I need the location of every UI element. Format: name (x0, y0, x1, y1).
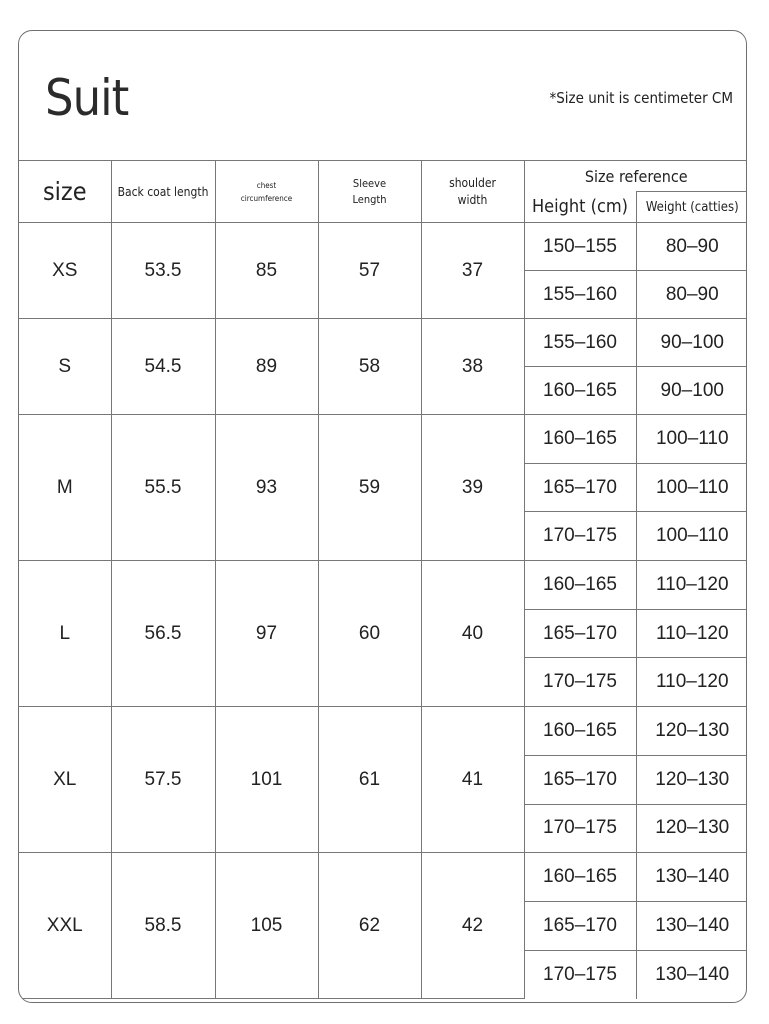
cell-weight-range: 100–110 (636, 463, 747, 512)
cell-weight-range: 110–120 (636, 561, 747, 610)
header-weight: Weight (catties) (636, 192, 747, 223)
cell-height-range: 160–165 (524, 853, 636, 902)
cell-chest: 97 (215, 561, 318, 707)
page-title: Suit (45, 69, 129, 127)
cell-chest: 85 (215, 223, 318, 319)
cell-height-range: 160–165 (524, 561, 636, 610)
header-sleeve-length (318, 161, 421, 223)
cell-shoulder: 40 (421, 561, 524, 707)
cell-back: 57.5 (111, 707, 215, 853)
cell-height-range: 165–170 (524, 609, 636, 658)
cell-height-range: 155–160 (524, 271, 636, 319)
table-row (19, 707, 747, 756)
cell-back: 58.5 (111, 853, 215, 999)
cell-weight-range: 90–100 (636, 319, 747, 367)
cell-height-range: 165–170 (524, 901, 636, 950)
cell-chest: 89 (215, 319, 318, 415)
cell-size: S (19, 319, 111, 415)
cell-shoulder: 41 (421, 707, 524, 853)
table-row (19, 561, 747, 610)
cell-chest: 93 (215, 415, 318, 561)
size-table-body (19, 223, 747, 999)
cell-chest: 101 (215, 707, 318, 853)
header-chest-line1: chest (256, 180, 277, 190)
cell-size: L (19, 561, 111, 707)
header-shoulder-line1: shoulder (449, 175, 496, 190)
cell-height-range: 165–170 (524, 755, 636, 804)
cell-size: XL (19, 707, 111, 853)
cell-weight-range: 90–100 (636, 367, 747, 415)
cell-back: 54.5 (111, 319, 215, 415)
cell-height-range: 150–155 (524, 223, 636, 271)
header-sleeve-line1: Sleeve (352, 176, 387, 190)
cell-weight-range: 120–130 (636, 707, 747, 756)
cell-back: 55.5 (111, 415, 215, 561)
table-row (19, 853, 747, 902)
cell-shoulder: 37 (421, 223, 524, 319)
cell-height-range: 165–170 (524, 463, 636, 512)
cell-weight-range: 130–140 (636, 853, 747, 902)
header-size-reference: Size reference (524, 161, 747, 192)
cell-sleeve: 62 (318, 853, 421, 999)
cell-height-range: 155–160 (524, 319, 636, 367)
header-back-coat-length: Back coat length (111, 161, 215, 223)
cell-sleeve: 60 (318, 561, 421, 707)
cell-height-range: 170–175 (524, 512, 636, 561)
cell-size: XXL (19, 853, 111, 999)
header-sleeve-line2: Length (352, 192, 387, 206)
cell-height-range: 170–175 (524, 804, 636, 853)
header-row (19, 161, 747, 192)
cell-weight-range: 130–140 (636, 901, 747, 950)
cell-sleeve: 58 (318, 319, 421, 415)
cell-shoulder: 42 (421, 853, 524, 999)
cell-weight-range: 80–90 (636, 271, 747, 319)
cell-weight-range: 110–120 (636, 658, 747, 707)
cell-weight-range: 110–120 (636, 609, 747, 658)
cell-back: 53.5 (111, 223, 215, 319)
cell-weight-range: 80–90 (636, 223, 747, 271)
header-shoulder-width (421, 161, 524, 223)
cell-weight-range: 120–130 (636, 755, 747, 804)
header-size: size (19, 161, 111, 223)
size-chart-card (18, 30, 747, 1003)
cell-size: M (19, 415, 111, 561)
table-row (19, 415, 747, 464)
cell-back: 56.5 (111, 561, 215, 707)
cell-shoulder: 39 (421, 415, 524, 561)
cell-height-range: 170–175 (524, 658, 636, 707)
table-row (19, 223, 747, 271)
cell-sleeve: 61 (318, 707, 421, 853)
header-height: Height (cm) (524, 192, 636, 223)
cell-weight-range: 100–110 (636, 512, 747, 561)
cell-sleeve: 57 (318, 223, 421, 319)
cell-sleeve: 59 (318, 415, 421, 561)
header-chest-line2: circumference (240, 193, 293, 203)
table-row (19, 319, 747, 367)
cell-height-range: 170–175 (524, 950, 636, 999)
header-chest (215, 161, 318, 223)
cell-height-range: 160–165 (524, 415, 636, 464)
cell-weight-range: 100–110 (636, 415, 747, 464)
cell-height-range: 160–165 (524, 707, 636, 756)
unit-note: *Size unit is centimeter CM (549, 89, 733, 107)
header-shoulder-line2: width (457, 192, 488, 207)
size-table (19, 160, 747, 999)
cell-shoulder: 38 (421, 319, 524, 415)
cell-chest: 105 (215, 853, 318, 999)
cell-size: XS (19, 223, 111, 319)
cell-weight-range: 130–140 (636, 950, 747, 999)
cell-weight-range: 120–130 (636, 804, 747, 853)
cell-height-range: 160–165 (524, 367, 636, 415)
